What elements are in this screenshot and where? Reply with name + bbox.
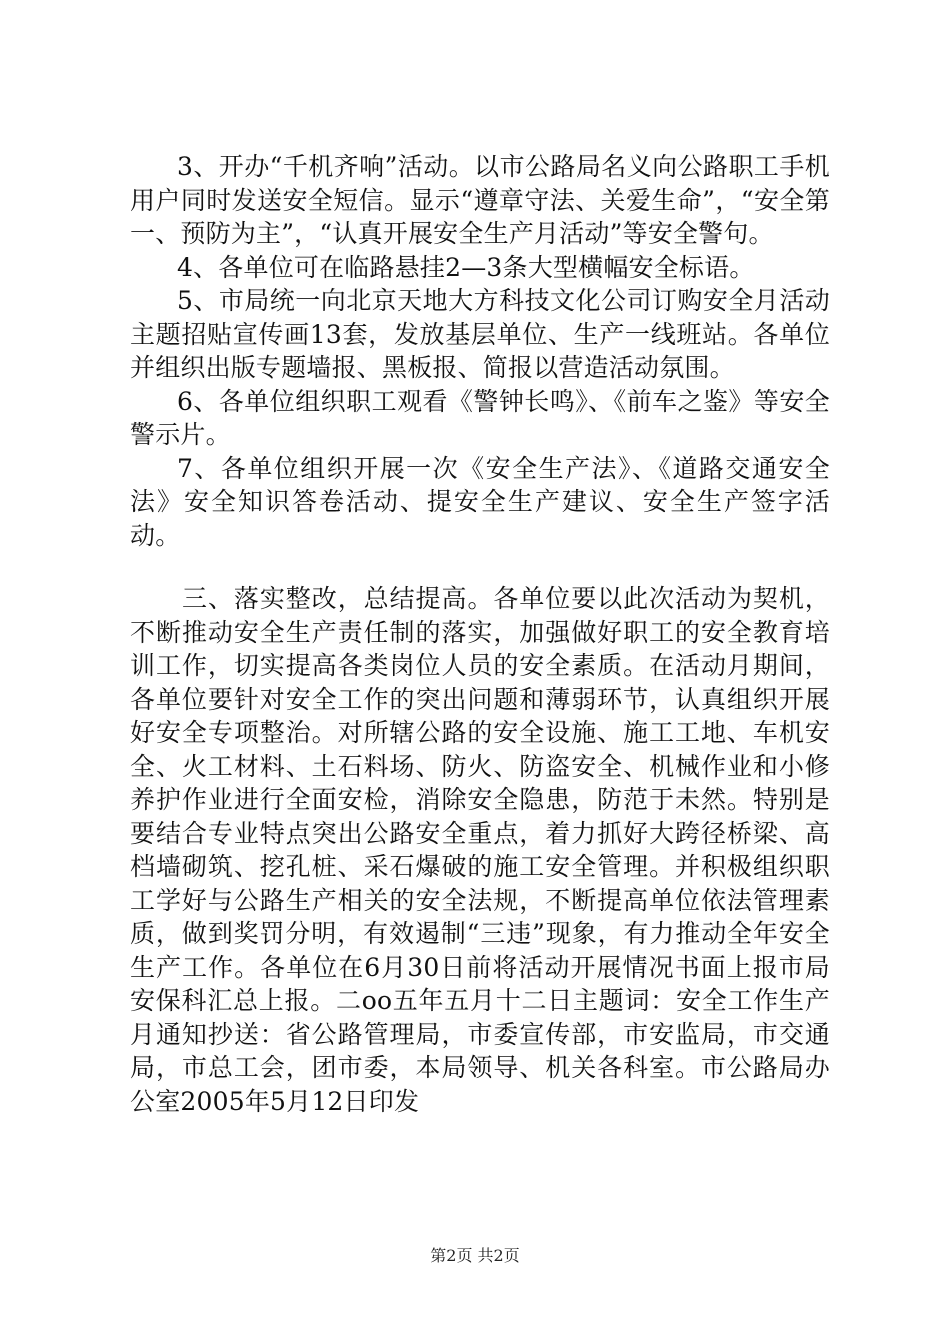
section-spacer bbox=[130, 552, 830, 582]
paragraph-item-6: 6、各单位组织职工观看《警钟长鸣》、《前车之鉴》等安全警示片。 bbox=[130, 386, 830, 449]
paragraph-item-4: 4、各单位可在临路悬挂2—3条大型横幅安全标语。 bbox=[177, 252, 755, 282]
paragraph-item-3: 3、开办“千机齐响”活动。以市公路局名义向公路职工手机用户同时发送安全短信。显示“遵章守法、关爱生命”，“安全第一、预防为主”，“认真开展安全生产月活动”等安全警句。 bbox=[130, 152, 830, 248]
section-3-paragraph: 三、落实整改，总结提高。各单位要以此次活动为契机，不断推动安全生产责任制的落实，加强做好职工的安全教育培训工作，切实提高各类岗位人员的安全素质。在活动月期间，各单位要针对安全工作的突出问题和薄弱环节，认真组织开展好安全专项整治。对所辖公路的安全设施、施工工地、车机安全、火工材料、土石料场、防火、防盗安全、机械作业和小修养护作业进行全面安检，消除安全隐患，防范于未然。特别是要结合专业特点突出公路安全重点，着力抓好大跨径桥梁、高档墙砌筑、挖孔桩、采石爆破的施工安全管理。并积极组织职工学好与公路生产相关的安全法规，不断提高单位依法管理素质，做到奖罚分明，有效遏制“三违”现象，有力推动全年安全生产工作。各单位在6月30日前将活动开展情况书面上报市局安保科汇总上报。二oo五年五月十二日主题词：安全工作生产月通知抄送：省公路管理局，市委宣传部，市安监局，市交通局，市总工会，团市委，本局领导、机关各科室。市公路局办公室2005年5月12日印发 bbox=[130, 584, 830, 1116]
document-body bbox=[130, 150, 830, 1118]
paragraph-item-5: 5、市局统一向北京天地大方科技文化公司订购安全月活动主题招贴宣传画13套，发放基层单位、生产一线班站。各单位并组织出版专题墙报、黑板报、简报以营造活动氛围。 bbox=[130, 286, 830, 382]
paragraph-item-7: 7、各单位组织开展一次《安全生产法》、《道路交通安全法》安全知识答卷活动、提安全生产建议、安全生产签字活动。 bbox=[130, 453, 830, 550]
page-number-footer: 第2页 共2页 bbox=[430, 1246, 520, 1265]
